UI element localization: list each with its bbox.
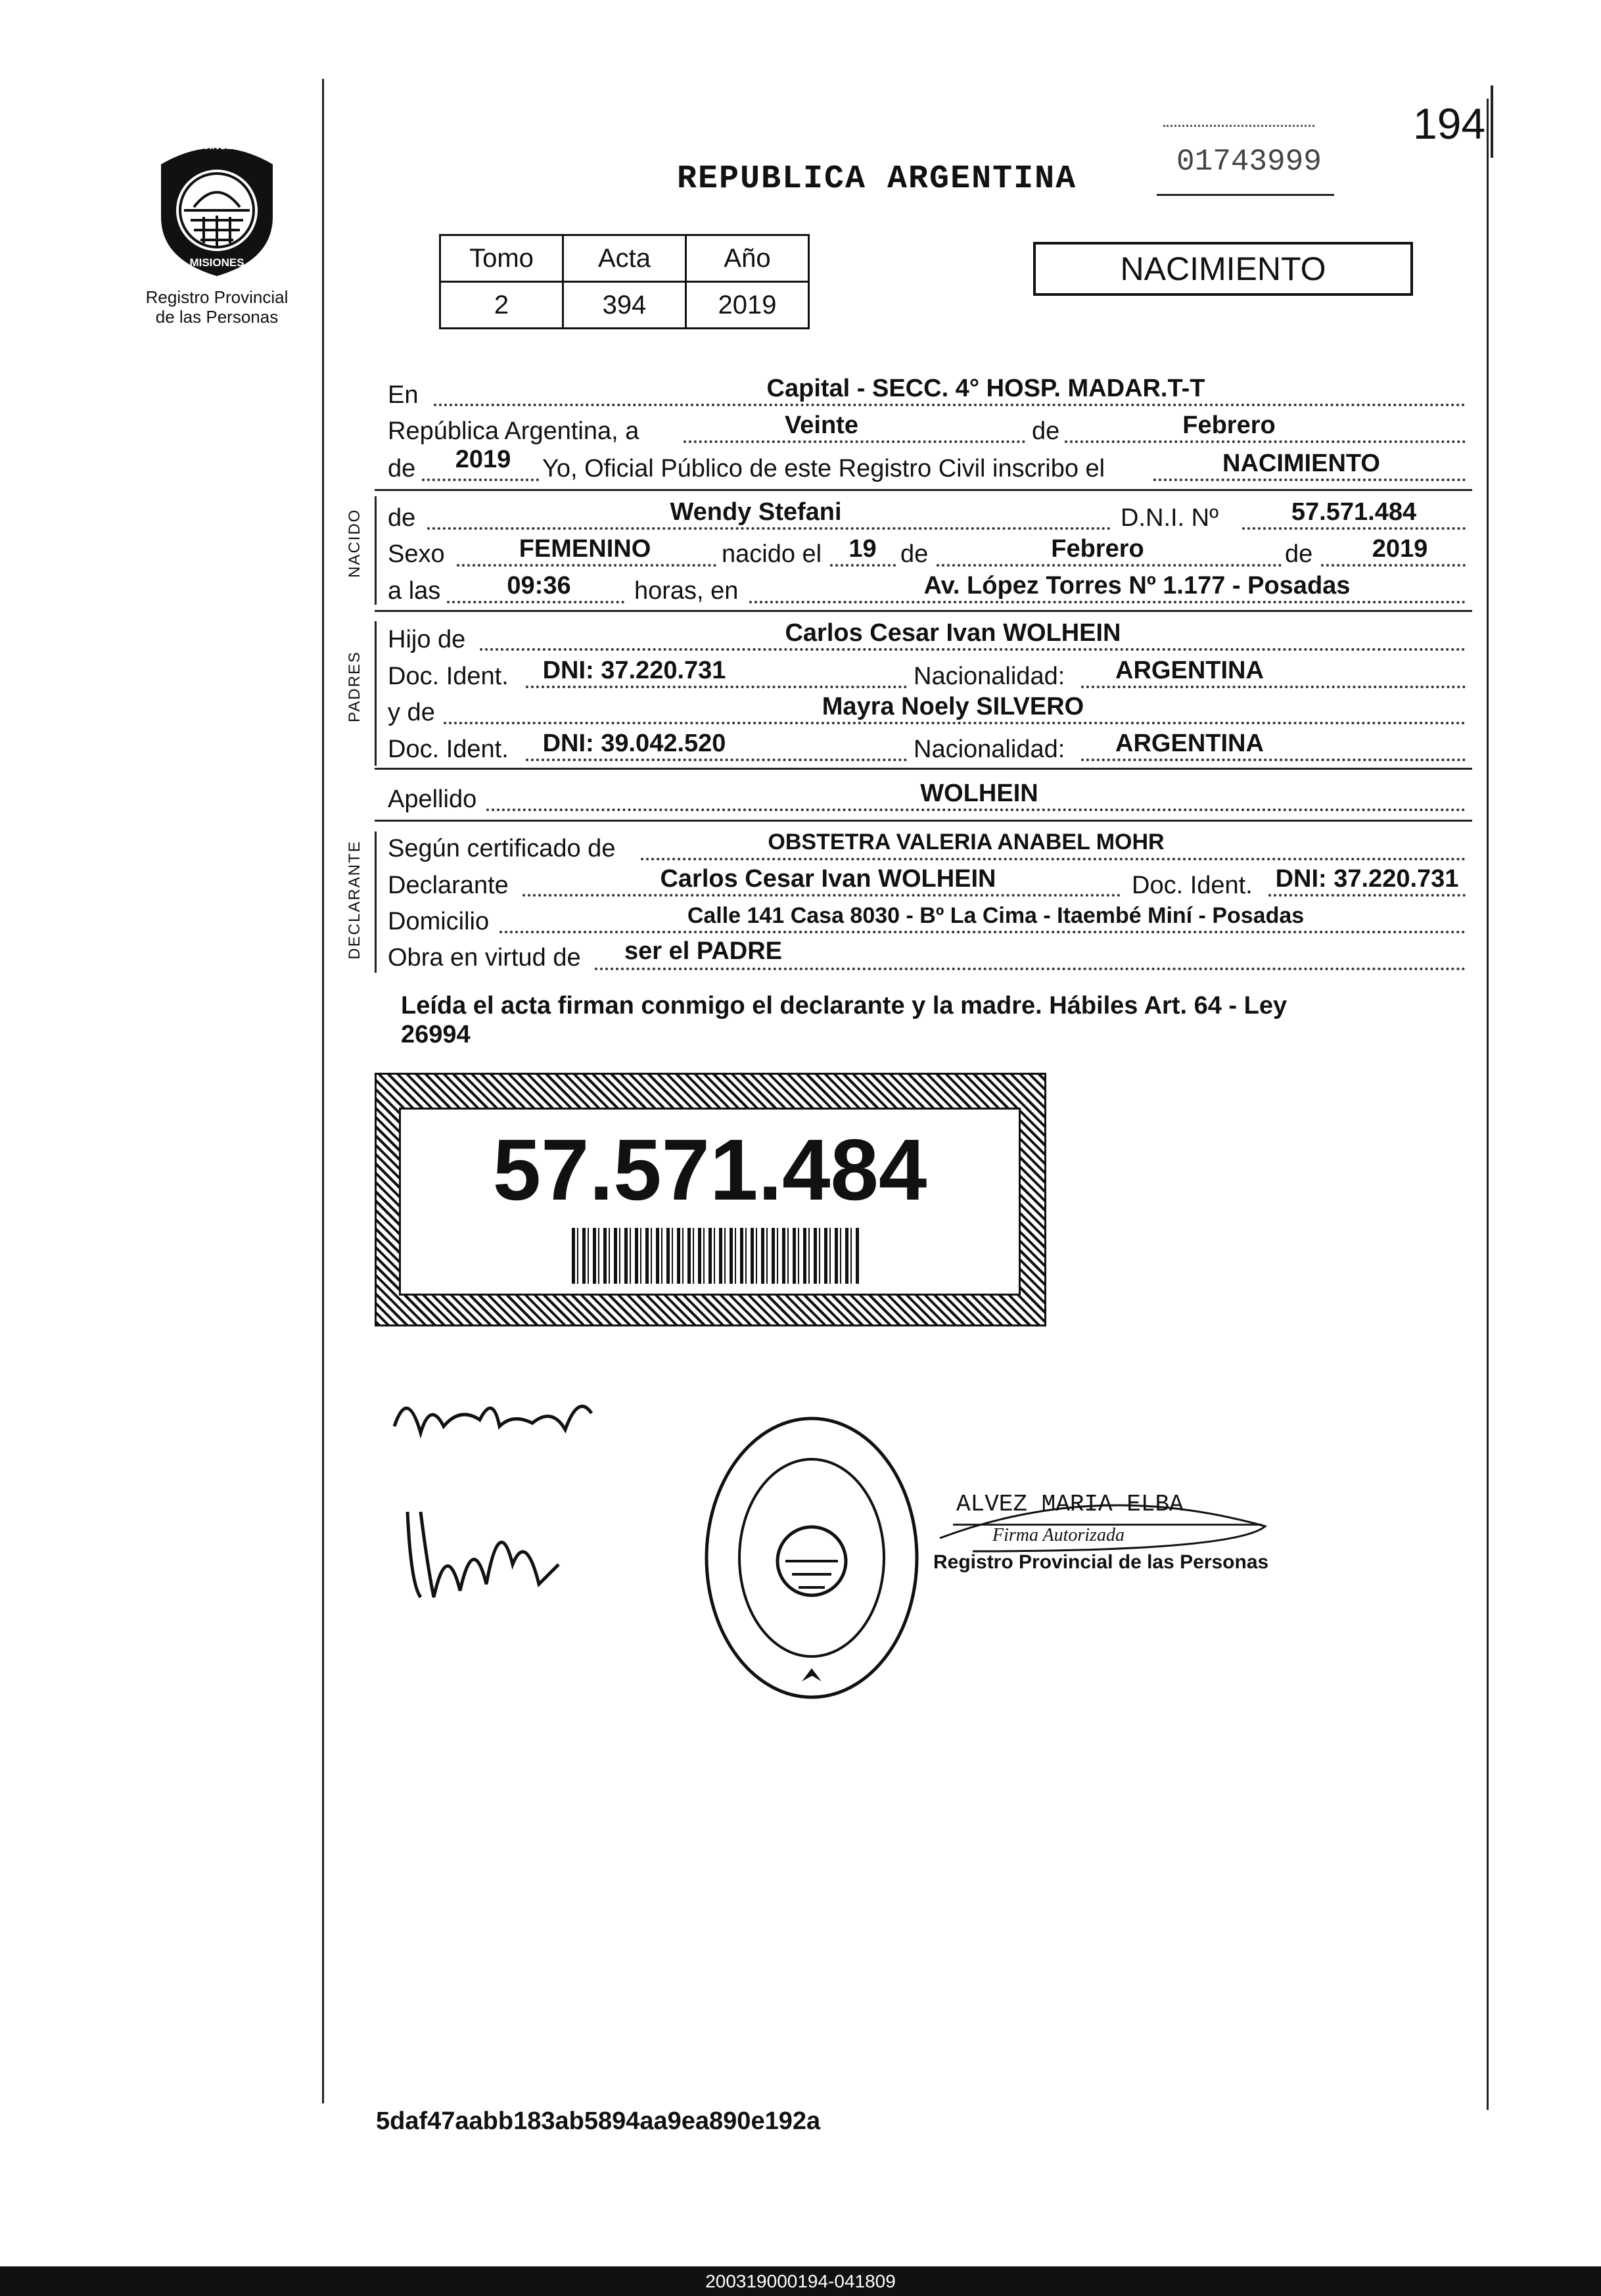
mother-name-value: Mayra Noely SILVERO [822,693,1084,720]
label-obra-virtud: Obra en virtud de [388,944,581,972]
section-padres: PADRES [346,651,363,722]
label-domicilio: Domicilio [388,908,490,935]
table-header: Año [686,235,809,282]
footer-bar [0,2266,1601,2296]
anio-value: 2019 [686,282,809,329]
closing-statement: Leída el acta firman conmigo el declarante y la madre. Hábiles Art. 64 - Ley 26994 [401,992,1288,1048]
section-nacido: NACIDO [346,508,363,578]
seal-icon [703,1413,920,1702]
label-de-mes: de [900,540,929,568]
year-value: 2019 [455,446,511,473]
sex-value: FEMENINO [519,535,651,563]
country-title: REPUBLICA ARGENTINA [677,160,1077,198]
dni-value: 57.571.484 [1291,498,1417,526]
label-horas-en: horas, en [634,577,739,605]
left-margin-line [322,79,324,2103]
label-dni: D.N.I. Nº [1121,504,1218,532]
book-table [439,234,810,329]
acta-value: 394 [563,282,686,329]
day-words-value: Veinte [785,411,858,439]
label-en: En [388,381,419,409]
label-nacido-el: nacido el [722,540,822,568]
certificate-value: OBSTETRA VALERIA ANABEL MOHR [768,830,1165,855]
time-value: 09:36 [507,572,571,599]
right-margin-line [1487,99,1489,2110]
father-doc-value: DNI: 37.220.731 [542,657,726,684]
page-number: 194 [1413,99,1486,148]
label-de: de [1032,417,1060,445]
dni-sticker [375,1073,1046,1326]
mother-doc-value: DNI: 39.042.520 [542,730,726,757]
official-name: ALVEZ MARIA ELBA [956,1491,1184,1518]
dni-sticker-number: 57.571.484 [492,1121,927,1218]
tomo-value: 2 [440,282,563,329]
father-nationality-value: ARGENTINA [1115,657,1264,684]
label-segun-cert: Según certificado de [388,835,616,862]
table-header: Tomo [440,235,563,282]
name-value: Wendy Stefani [670,498,842,526]
birthplace-value: Av. López Torres Nº 1.177 - Posadas [923,572,1351,599]
official-org: Registro Provincial de las Personas [933,1551,1269,1573]
label-nacionalidad-madre: Nacionalidad: [914,736,1065,763]
label-doc-ident-declarante: Doc. Ident. [1132,872,1253,899]
surname-value: WOLHEIN [920,780,1038,807]
declarant-value: Carlos Cesar Ivan WOLHEIN [660,865,996,893]
label-doc-ident-madre: Doc. Ident. [388,736,509,763]
reason-value: ser el PADRE [624,937,783,965]
label-a-las: a las [388,577,441,605]
label-y-de: y de [388,699,435,726]
registry-seal [703,1413,920,1702]
place-value: Capital - SECC. 4° HOSP. MADAR.T-T [766,375,1205,402]
label-doc-ident-padre: Doc. Ident. [388,663,509,690]
birth-day-value: 19 [848,535,877,563]
record-type-box: NACIMIENTO [1033,242,1413,296]
label-apellido: Apellido [388,785,477,813]
address-value: Calle 141 Casa 8030 - Bº La Cima - Itaembé Miní - Posadas [687,903,1305,928]
declarant-signature [381,1367,618,1643]
registry-logo: PROVINCIA DE MISIONES [148,138,286,283]
father-name-value: Carlos Cesar Ivan WOLHEIN [785,619,1121,647]
footer-id: 200319000194-041809 [705,2271,896,2291]
registry-label-line2: de las Personas [155,307,279,327]
label-de-nombre: de [388,504,416,532]
document-hash: 5daf47aabb183ab5894aa9ea890e192a [376,2107,821,2135]
barcode-icon [572,1228,861,1284]
signature-flourish [933,1486,1275,1564]
declarant-doc-value: DNI: 37.220.731 [1275,865,1459,893]
label-de-anio-nac: de [1285,540,1313,568]
registry-label-line1: Registro Provincial [145,287,289,307]
birth-year-value: 2019 [1372,535,1428,563]
label-republica: República Argentina, a [388,417,639,445]
month-value: Febrero [1182,411,1276,439]
label-de-anio: de [388,455,416,482]
birth-month-value: Febrero [1051,535,1144,563]
label-sexo: Sexo [388,540,445,568]
official-role: Firma Autorizada [992,1525,1125,1545]
serial-number: 01743999 [1176,145,1322,179]
label-yo-oficial: Yo, Oficial Público de este Registro Civil inscribo el [542,455,1105,482]
mother-nationality-value: ARGENTINA [1115,730,1264,757]
label-declarante: Declarante [388,872,509,899]
label-nacionalidad-padre: Nacionalidad: [914,663,1065,690]
act-value: NACIMIENTO [1222,450,1380,477]
table-header: Acta [563,235,686,282]
label-hijo-de: Hijo de [388,626,466,653]
section-declarante: DECLARANTE [346,840,363,960]
